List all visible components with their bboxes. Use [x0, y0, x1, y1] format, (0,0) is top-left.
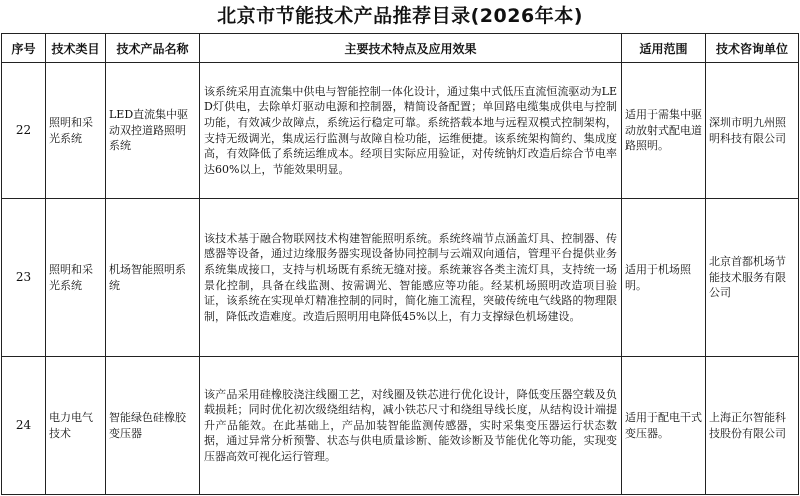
page-title: 北京市节能技术产品推荐目录(2026年本) — [217, 5, 583, 27]
row-unit: 深圳市明九州照明科技有限公司 — [706, 63, 799, 199]
row-number: 24 — [2, 357, 46, 495]
row-product: 机场智能照明系统 — [106, 199, 200, 357]
row-category: 电力电气技术 — [46, 357, 106, 495]
header-features: 主要技术特点及应用效果 — [200, 34, 622, 63]
row-scope: 适用于需集中驱动放射式配电道路照明。 — [622, 63, 706, 199]
table-row — [2, 199, 799, 357]
row-category: 照明和采光系统 — [46, 63, 106, 199]
row-scope: 适用于配电干式变压器。 — [622, 357, 706, 495]
row-unit: 北京首都机场节能技术服务有限公司 — [706, 199, 799, 357]
table-row — [2, 63, 799, 199]
table-header-row — [2, 34, 799, 63]
row-features: 该系统采用直流集中供电与智能控制一体化设计，通过集中式低压直流恒流驱动为LED灯供电，去除单灯驱动电源和控制器，精简设备配置；单回路电缆集成供电与控制功能，有效减少故障点，系统运行稳定可靠。系统搭载本地与远程双模式控制架构，支持无级调光，集成运行监测与故障自检功能，运维便捷。该系统架构简约、集成度高，有效降低了系统运维成本。经项目实际应用验证，对传统钠灯改造后综合节电率达60%以上，节能效果明显。 — [200, 63, 622, 199]
row-features: 该产品采用硅橡胶浇注线圈工艺，对线圈及铁芯进行优化设计，降低变压器空载及负载损耗；同时优化初次级绕组结构，减小铁芯尺寸和绕组导线长度，从结构设计端提升产品能效。在此基础上，产品加装智能监测传感器，实时采集变压器运行状态数据，通过异常分析预警、状态与供电质量诊断、能效诊断及节能优化等功能，实现变压器高效可视化运行管理。 — [200, 357, 622, 495]
header-unit: 技术咨询单位 — [706, 34, 799, 63]
table-row — [2, 357, 799, 495]
header-scope: 适用范围 — [622, 34, 706, 63]
row-scope: 适用于机场照明。 — [622, 199, 706, 357]
row-product: LED直流集中驱动双控道路照明系统 — [106, 63, 200, 199]
header-category: 技术类目 — [46, 34, 106, 63]
catalog-table — [1, 33, 799, 495]
header-product: 技术产品名称 — [106, 34, 200, 63]
row-category: 照明和采光系统 — [46, 199, 106, 357]
row-number: 22 — [2, 63, 46, 199]
row-product: 智能绿色硅橡胶变压器 — [106, 357, 200, 495]
row-unit: 上海正尔智能科技股份有限公司 — [706, 357, 799, 495]
row-number: 23 — [2, 199, 46, 357]
row-features: 该技术基于融合物联网技术构建智能照明系统。系统终端节点涵盖灯具、控制器、传感器等设备，通过边缘服务器实现设备协同控制与云端双向通信，管理平台提供业务系统集成接口，支持与机场既有系统无缝对接。系统兼容各类主流灯具，支持统一场景化控制，具备在线监测、按需调光、智能感应等功能。经某机场照明改造项目验证，该系统在实现单灯精准控制的同时，简化施工流程，突破传统电气线路的物理限制，降低改造难度。改造后照明用电降低45%以上，有力支撑绿色机场建设。 — [200, 199, 622, 357]
header-no: 序号 — [2, 34, 46, 63]
